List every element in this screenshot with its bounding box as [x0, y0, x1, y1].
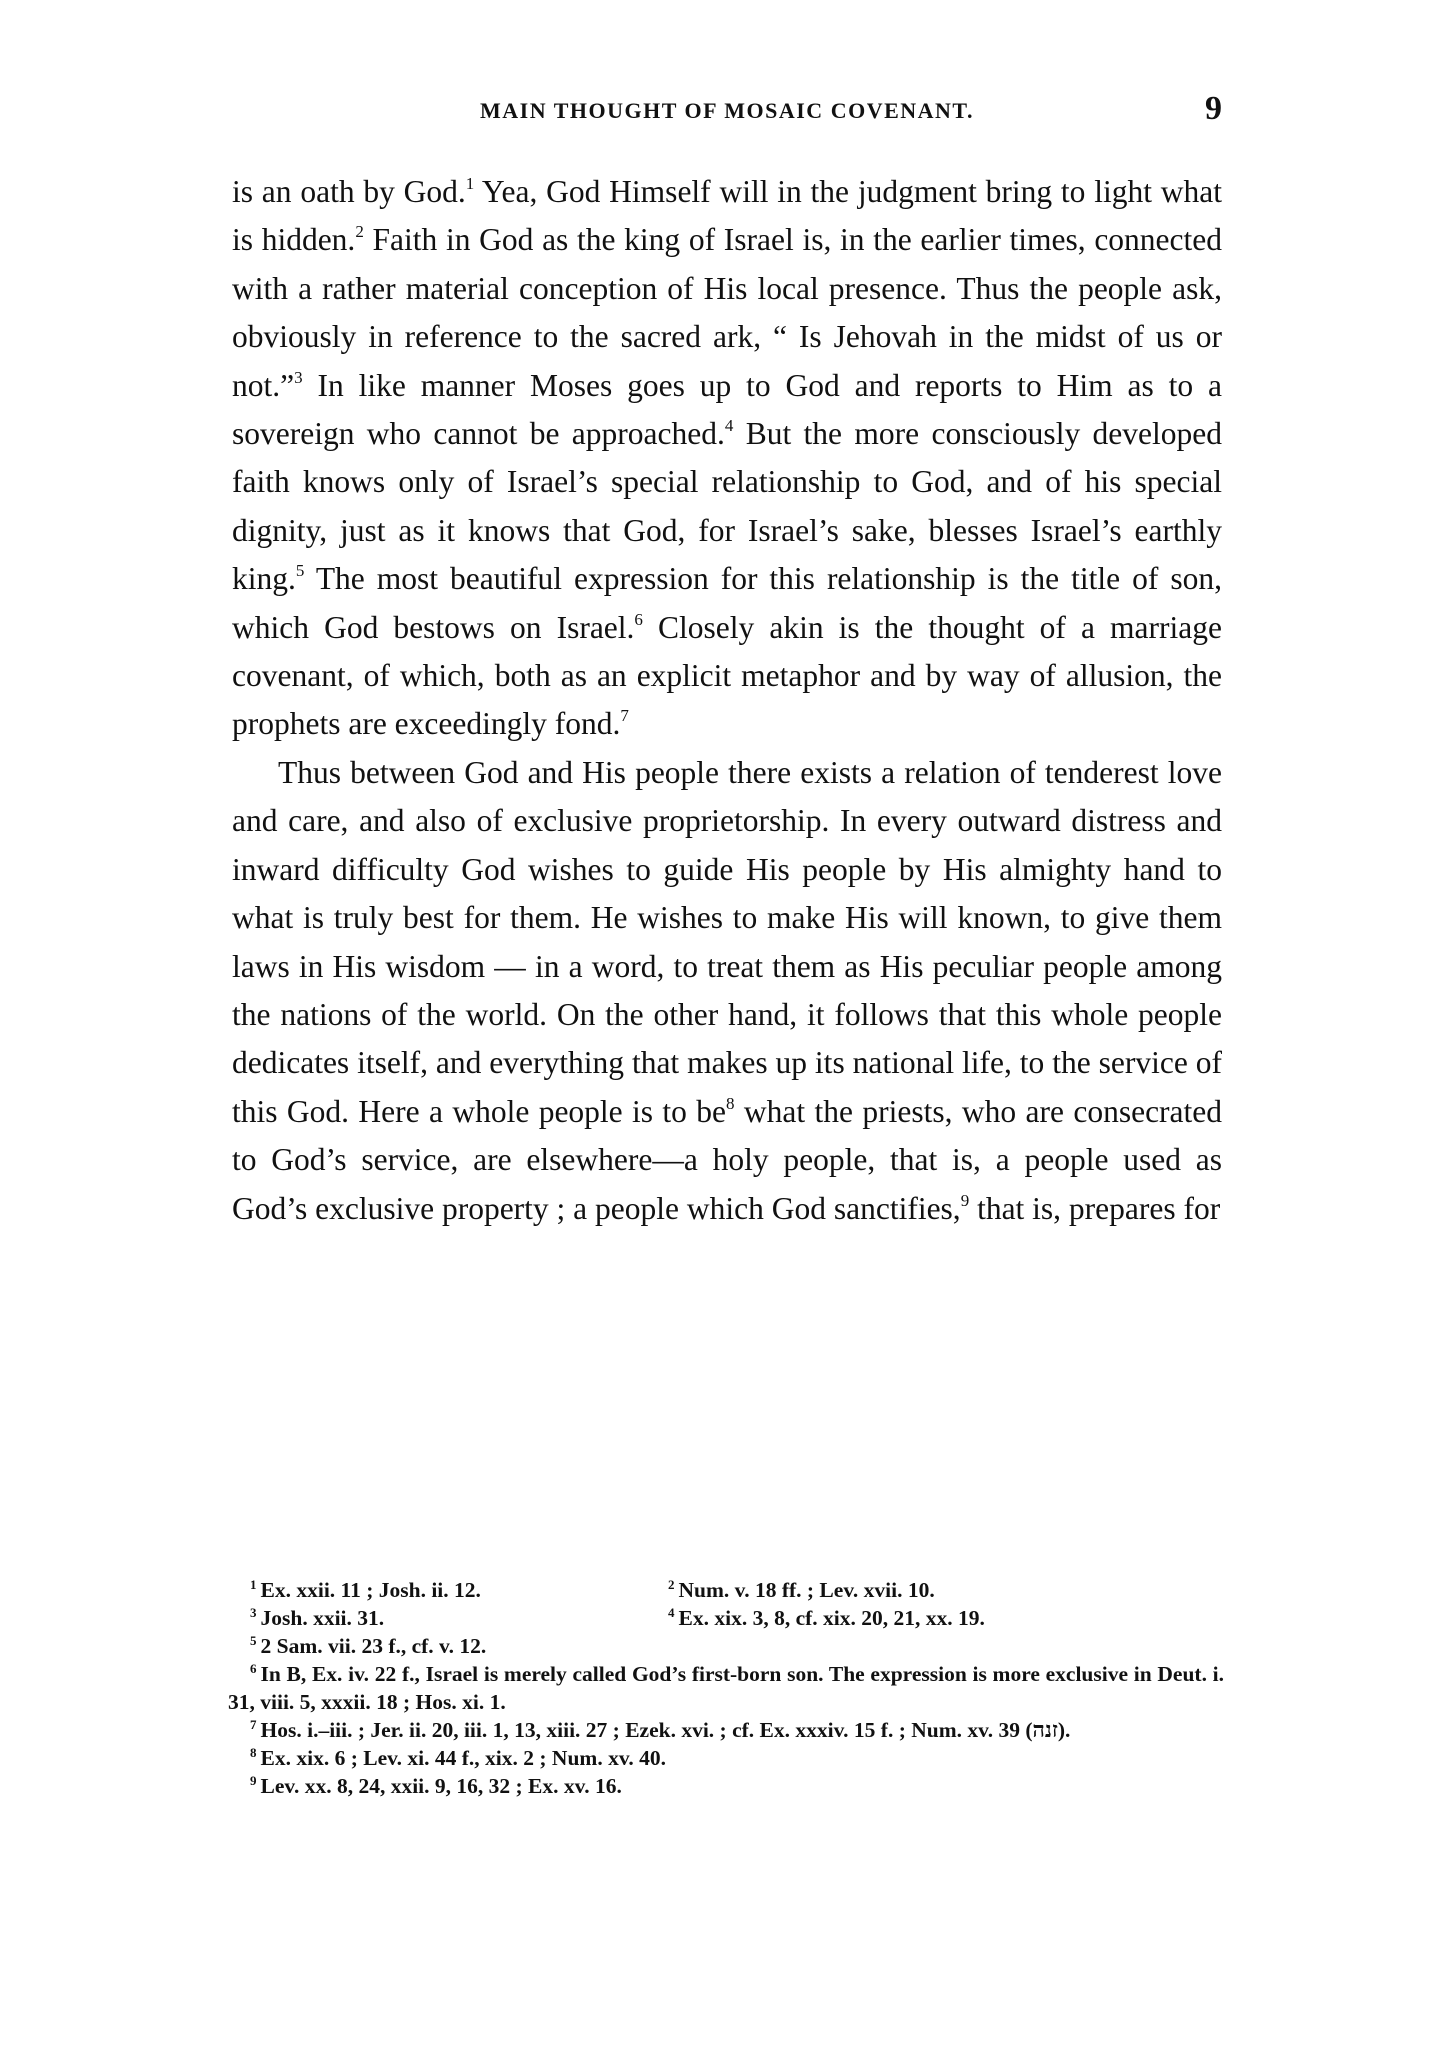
footnote-reference: 8 — [726, 1093, 735, 1113]
running-title: MAIN THOUGHT OF MOSAIC COVENANT. — [480, 98, 974, 123]
text-span: Faith in God as the king of Israel is, in the earlier times, connected with a rather material conception of His local presence. Thus the people ask, obviously in reference to the sacred ark, “ Is Jehovah in the midst of us or not.” — [232, 222, 1222, 403]
page-number: 9 — [1205, 90, 1222, 127]
footnote-reference: 1 — [465, 174, 475, 193]
footnote-number: 8 — [250, 1745, 257, 1760]
paragraph-1 — [232, 168, 1222, 749]
footnote-text: Ex. xix. 6 ; Lev. xi. 44 f., xix. 2 ; Num. xv. 40. — [260, 1746, 667, 1770]
paragraph-2 — [232, 749, 1222, 1233]
text-span: The most beautiful expression for this relationship is the title of son, which God bestows on Israel. — [232, 561, 1222, 645]
text-span: what the priests, who are consecrated to God’s service, are elsewhere—a holy people, that is, a people used as God’s exclusive property ; a people which God sanctifies, — [232, 1093, 1223, 1226]
footnote-9 — [228, 1772, 1224, 1800]
footnote-2 — [668, 1576, 935, 1604]
footnote-text: Ex. xxii. 11 ; Josh. ii. 12. — [260, 1578, 481, 1602]
footnote-row — [228, 1604, 1224, 1632]
running-head — [232, 90, 1222, 138]
footnote-text: Num. v. 18 ff. ; Lev. xvii. 10. — [678, 1578, 935, 1602]
text-span: Closely akin is the thought of a marriage covenant, of which, both as an explicit metaphor and by way of allusion, the prophets are exceedingly fond. — [232, 609, 1222, 742]
footnote-number: 6 — [250, 1661, 257, 1676]
footnote-number: 3 — [250, 1605, 257, 1620]
footnote-1 — [250, 1576, 481, 1604]
text-span: But the more consciously developed faith knows only of Israel’s special relationship to God, and of his special dignity, just as it knows that God, for Israel’s sake, blesses Israel’s earthly king. — [232, 416, 1222, 597]
footnote-number: 4 — [668, 1605, 675, 1620]
footnote-number: 1 — [250, 1577, 257, 1592]
footnote-5 — [228, 1632, 1224, 1660]
text-span: is an oath by God. — [232, 174, 466, 209]
footnote-number: 2 — [668, 1577, 675, 1592]
footnote-row — [228, 1576, 1224, 1604]
footnote-text: Hos. i.–iii. ; Jer. ii. 20, iii. 1, 13, xiii. 27 ; Ezek. xvi. ; cf. Ex. xxxiv. 15 f. ; Num. xv. 39 (זנה). — [260, 1718, 1071, 1742]
footnote-reference: 2 — [355, 222, 364, 242]
footnote-number: 5 — [250, 1633, 257, 1648]
text-span: In like manner Moses goes up to God and reports to Him as to a sovereign who cannot be approached. — [232, 367, 1222, 452]
footnote-4 — [668, 1604, 985, 1632]
footnote-3 — [250, 1604, 384, 1632]
footnote-number: 7 — [250, 1717, 257, 1732]
footnote-text: Ex. xix. 3, 8, cf. xix. 20, 21, xx. 19. — [678, 1606, 985, 1630]
footnote-8 — [228, 1744, 1224, 1772]
footnote-text: Josh. xxii. 31. — [260, 1606, 385, 1630]
text-span: Thus between God and His people there exists a relation of tenderest love and care, and also of exclusive proprietorship. In every outward distress and inward difficulty God wishes to guide His people by His almighty hand to what is truly best for them. He wishes to make His will known, to give them laws in His wisdom — in a word, to treat them as His peculiar people among the nations of the world. On the other hand, it follows that this whole people dedicates itself, and everything that makes up its national life, to the service of this God. Here a whole people is to be — [232, 754, 1222, 1129]
footnote-text: Lev. xx. 8, 24, xxii. 9, 16, 32 ; Ex. xv. 16. — [260, 1774, 622, 1798]
footnote-reference: 3 — [294, 367, 303, 387]
text-span: that is, prepares for — [969, 1190, 1221, 1226]
footnote-6 — [228, 1660, 1224, 1716]
footnote-reference: 4 — [724, 416, 734, 436]
footnote-7 — [228, 1716, 1224, 1744]
text-span: Yea, God Himself will in the judgment bring to light what is hidden. — [232, 174, 1222, 258]
footnotes — [228, 1576, 1224, 1800]
footnote-reference: 7 — [620, 706, 629, 726]
footnote-number: 9 — [250, 1773, 257, 1788]
footnote-reference: 6 — [634, 609, 643, 629]
body-text — [232, 168, 1222, 1233]
footnote-reference: 5 — [295, 561, 305, 581]
footnote-text: In B, Ex. iv. 22 f., Israel is merely called God’s first-born son. The expression is more exclusive in Deut. i. 31, viii. 5, xxxii. 18 ; Hos. xi. 1. — [228, 1662, 1224, 1714]
footnote-text: 2 Sam. vii. 23 f., cf. v. 12. — [260, 1634, 487, 1658]
footnote-reference: 9 — [960, 1190, 970, 1210]
